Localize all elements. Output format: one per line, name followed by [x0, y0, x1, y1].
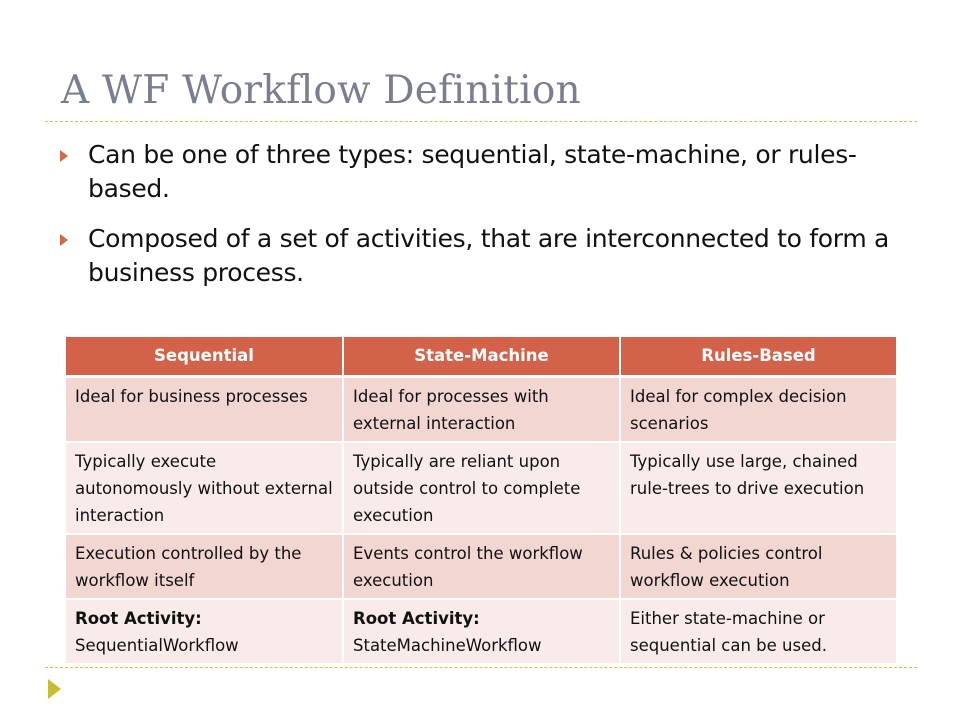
triangle-marker-icon	[48, 679, 61, 699]
header-sequential: Sequential	[66, 337, 343, 376]
title-divider	[45, 121, 917, 122]
table-cell: Execution controlled by the workflow itself	[66, 534, 343, 599]
table-row-root-activity	[66, 599, 896, 664]
root-activity-label: Root Activity:	[75, 608, 202, 628]
table-cell: Events control the workflow execution	[343, 534, 620, 599]
table-cell: Either state-machine or sequential can be used.	[620, 599, 896, 664]
header-rules-based: Rules-Based	[620, 337, 896, 376]
table-row	[66, 376, 896, 442]
table-cell: Ideal for complex decision scenarios	[620, 376, 896, 442]
slide-title: A WF Workflow Definition	[61, 68, 581, 113]
bullet-text: Composed of a set of activities, that are interconnected to form a business process.	[88, 224, 890, 287]
table-row	[66, 534, 896, 599]
triangle-bullet-icon	[60, 150, 68, 162]
table-cell: Typically execute autonomously without external interaction	[66, 442, 343, 534]
root-activity-label: Root Activity:	[353, 608, 480, 628]
bullet-item	[60, 222, 920, 290]
table-cell: Ideal for business processes	[66, 376, 343, 442]
workflow-types-table	[66, 337, 896, 665]
triangle-bullet-icon	[60, 234, 68, 246]
table-cell	[343, 599, 620, 664]
table-cell: Ideal for processes with external interaction	[343, 376, 620, 442]
table-cell: Typically are reliant upon outside control to complete execution	[343, 442, 620, 534]
footer-divider	[45, 667, 917, 668]
bullet-text: Can be one of three types: sequential, state-machine, or rules-based.	[88, 140, 857, 203]
table-cell: Typically use large, chained rule-trees to drive execution	[620, 442, 896, 534]
bullet-item	[60, 138, 920, 206]
root-activity-value: StateMachineWorkflow	[353, 635, 542, 655]
bullet-list	[60, 138, 920, 306]
table-cell	[66, 599, 343, 664]
table-header-row	[66, 337, 896, 376]
table-cell: Rules & policies control workflow execution	[620, 534, 896, 599]
table-row	[66, 442, 896, 534]
header-state-machine: State-Machine	[343, 337, 620, 376]
root-activity-value: SequentialWorkflow	[75, 635, 239, 655]
